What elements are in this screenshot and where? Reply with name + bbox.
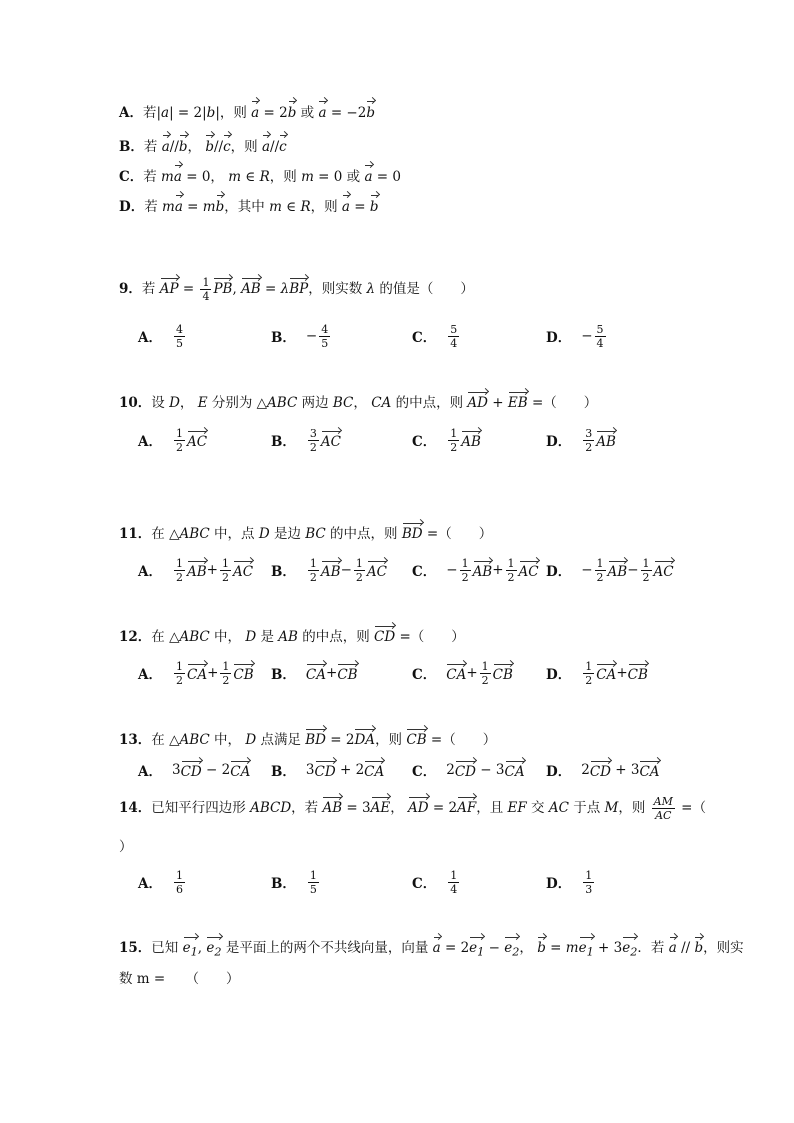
q14-option-b: B． $\frac{1}{5}$ — [271, 868, 317, 896]
q12-option-b: B． CA + CB — [271, 665, 358, 683]
q10-option-a: A． $\frac{1}{2}$ AC — [138, 426, 208, 454]
q10-options — [138, 418, 698, 462]
q9-options — [138, 314, 698, 358]
q12-stem: 12．在 △ABC 中， D 是 AB 的中点，则 CD =（ ） — [119, 625, 465, 645]
q8-option-b: B．若 a//b， b//c，则 a//c — [119, 135, 287, 156]
q11-stem: 11．在 △ABC 中，点 D 是边 BC 的中点，则 BD =（ ） — [119, 522, 492, 542]
q14-option-d: D． $\frac{1}{3}$ — [546, 868, 593, 896]
q13-option-a: A． 3 CD − 2 CA — [138, 762, 251, 780]
q15-stem: 15．已知 $e_1$, $e_2$ 是平面上的两个不共线向量，向量 $a = 2e_1 - e_2$， $b = me_1 + 3e_2$．若 a // b，则实 — [119, 936, 744, 959]
q13-option-d: D． 2 CD + 3 CA — [546, 762, 660, 780]
q12-option-c: C． CA + $\frac{1}{2}$ CB — [412, 659, 513, 687]
q9-stem: 9．若 AP = $\frac{1}{4}$ PB, AB = λBP，则实数 λ 的值是（ ） — [119, 276, 474, 303]
q9-option-a: A． $\frac{4}{5}$ — [138, 322, 183, 350]
q11-option-d: D． − $\frac{1}{2}$ AB − $\frac{1}{2}$ AC — [546, 556, 674, 584]
q8-option-c: C．若 ma = 0， m ∈ R，则 m = 0 或 a = 0 — [119, 165, 401, 186]
q8-option-d: D．若 ma = mb，其中 m ∈ R，则 a = b — [119, 195, 379, 216]
q13-option-c: C． 2 CD − 3 CA — [412, 762, 525, 780]
q13-stem: 13．在 △ABC 中， D 点满足 BD = 2DA，则 CB =（ ） — [119, 728, 496, 748]
q10-option-d: D． $\frac{3}{2}$ AB — [546, 426, 616, 454]
q11-option-c: C． − $\frac{1}{2}$ AB + $\frac{1}{2}$ AC — [412, 556, 539, 584]
q9-option-d: D． − $\frac{5}{4}$ — [546, 322, 604, 350]
q10-stem: 10．设 D， E 分别为 △ABC 两边 BC， CA 的中点，则 AD + EB =（ ） — [119, 391, 597, 411]
q15-stem-cont: 数 m = （ ） — [119, 971, 240, 987]
q14-option-a: A． $\frac{1}{6}$ — [138, 868, 183, 896]
q14-stem: 14．已知平行四边形 ABCD，若 AB = 3AE， AD = 2AF，且 EF 交 AC 于点 M，则 $\frac{AM}{AC}$ =（ — [119, 795, 706, 822]
q14-options — [138, 860, 698, 904]
q10-option-b: B． $\frac{3}{2}$ AC — [271, 426, 342, 454]
q11-option-b: B． $\frac{1}{2}$ AB − $\frac{1}{2}$ AC — [271, 556, 387, 584]
q12-options — [138, 651, 698, 695]
q12-option-a: A． $\frac{1}{2}$ CA + $\frac{1}{2}$ CB — [138, 659, 254, 687]
q8-option-a: A．若|a| = 2|b|，则 a = 2b 或 a = −2b — [119, 101, 375, 122]
q9-option-b: B． − $\frac{4}{5}$ — [271, 322, 329, 350]
q14-option-c: C． $\frac{1}{4}$ — [412, 868, 458, 896]
q11-options — [138, 548, 698, 592]
q9-option-c: C． $\frac{5}{4}$ — [412, 322, 458, 350]
q13-options — [138, 748, 698, 792]
q11-option-a: A． $\frac{1}{2}$ AB + $\frac{1}{2}$ AC — [138, 556, 254, 584]
q13-option-b: B． 3 CD + 2 CA — [271, 762, 385, 780]
q14-stem-cont: ） — [119, 839, 133, 855]
q12-option-d: D． $\frac{1}{2}$ CA + CB — [546, 659, 648, 687]
q10-option-c: C． $\frac{1}{2}$ AB — [412, 426, 481, 454]
